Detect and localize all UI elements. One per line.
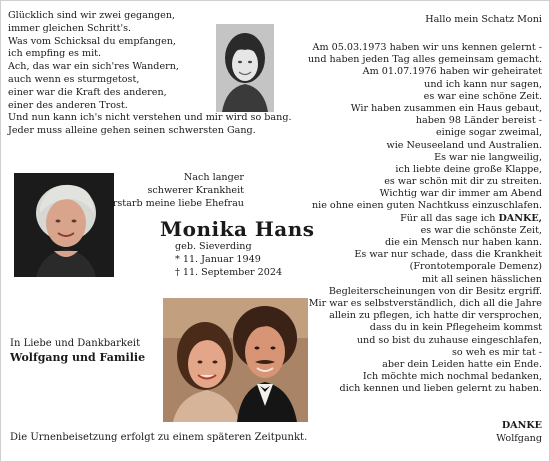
danke-word: DANKE,: [498, 212, 542, 224]
thanks-block: [10, 337, 145, 365]
letter-line: Für all das sage ich: [400, 212, 496, 224]
letter-line: und haben jeden Tag alles gemeinsam gemacht.: [308, 54, 542, 66]
letter-line: ich liebte deine große Klappe,: [395, 163, 542, 175]
letter-line: dich kennen und lieben gelernt zu haben.: [339, 383, 542, 395]
poem-line: auch wenn es sturmgetost,: [8, 73, 140, 85]
letter-line: es war die schönste Zeit,: [420, 224, 542, 236]
letter-line: allein zu pflegen, ich hatte dir versprochen,: [329, 310, 542, 322]
poem-line: einer des anderen Trost.: [8, 99, 128, 111]
letter-line: es war schön mit dir zu streiten.: [384, 176, 542, 188]
portrait-elder-photo: [14, 173, 114, 277]
intro-line: Nach langer: [183, 172, 244, 183]
letter-line: wie Neuseeland und Australien.: [386, 139, 542, 151]
poem-line: Was vom Schicksal du empfangen,: [8, 35, 176, 47]
letter-line: Es war nur schade, dass die Krankheit: [354, 249, 542, 261]
letter-column: [308, 14, 542, 395]
letter-line: (Frontotemporale Demenz): [409, 261, 542, 273]
intro-text: [102, 172, 244, 210]
death-date: † 11. September 2024: [175, 267, 283, 278]
thanks-line: In Liebe und Dankbarkeit: [10, 338, 141, 349]
letter-line: Ich möchte mich nochmal bedanken,: [362, 371, 542, 383]
letter-line: Mir war es selbstverständlich, dich all die Jahre: [308, 297, 542, 309]
poem-line: immer gleichen Schritt's.: [8, 22, 132, 34]
burial-note: Die Urnenbeisetzung erfolgt zu einem späteren Zeitpunkt.: [10, 432, 308, 443]
birth-date: * 11. Januar 1949: [175, 254, 261, 265]
letter-line: einige sogar zweimal,: [435, 127, 542, 139]
family-signature: Wolfgang und Familie: [10, 351, 146, 364]
letter-line: haben 98 Länder bereist -: [415, 115, 542, 127]
letter-line-danke: [308, 213, 542, 225]
letter-line: und ich kann nur sagen,: [424, 78, 542, 90]
intro-line: schwerer Krankheit: [147, 184, 244, 196]
deceased-name: Monika Hans: [160, 217, 315, 241]
poem-line: einer war die Kraft des anderen,: [8, 86, 167, 98]
letter-line: Es war nie langweilig,: [434, 151, 542, 163]
portrait-young-photo: [216, 24, 274, 112]
letter-line: Wir haben zusammen ein Haus gebaut,: [350, 102, 542, 114]
letter-line: die ein Mensch nur haben kann.: [385, 237, 542, 248]
poem-line: ich empfing es mit.: [8, 48, 102, 60]
letter-line: Am 01.07.1976 haben wir geheiratet: [362, 66, 542, 78]
letter-line: Am 05.03.1973 haben wir uns kennen gelernt -: [312, 42, 542, 53]
letter-line: aber dein Leiden hatte ein Ende.: [382, 358, 542, 370]
birth-name: geb. Sieverding: [175, 241, 252, 252]
letter-greeting: Hallo mein Schatz Moni: [425, 14, 542, 25]
poem-line: Ach, das war ein sich'res Wandern,: [8, 61, 179, 73]
danke-signoff: DANKE: [501, 420, 542, 431]
letter-line: so weh es mir tat -: [451, 346, 542, 358]
intro-line: verstarb meine liebe Ehefrau: [101, 197, 244, 209]
letter-line: mit all seinen hässlichen: [421, 273, 542, 285]
poem-line: Glücklich sind wir zwei gegangen,: [8, 10, 176, 21]
letter-line: und so bist du zuhause eingeschlafen,: [356, 334, 542, 346]
life-dates: [175, 241, 282, 280]
letter-signoff: [496, 420, 542, 445]
letter-signature: Wolfgang: [496, 432, 542, 444]
couple-photo: [163, 298, 308, 422]
letter-line: dass du in kein Pflegeheim kommst: [369, 322, 542, 334]
poem-line: Jeder muss alleine gehen seinen schwersten Gang.: [8, 125, 256, 137]
letter-line: Wichtig war dir immer am Abend: [379, 188, 542, 200]
letter-line: Begleiterscheinungen von dir Besitz ergriff.: [328, 285, 542, 297]
letter-line: es war eine schöne Zeit.: [423, 90, 542, 102]
poem-line: Und nun kann ich's nicht verstehen und mir wird so bang.: [8, 112, 292, 124]
letter-line: nie ohne einen guten Nachtkuss einzuschlafen.: [311, 200, 542, 212]
